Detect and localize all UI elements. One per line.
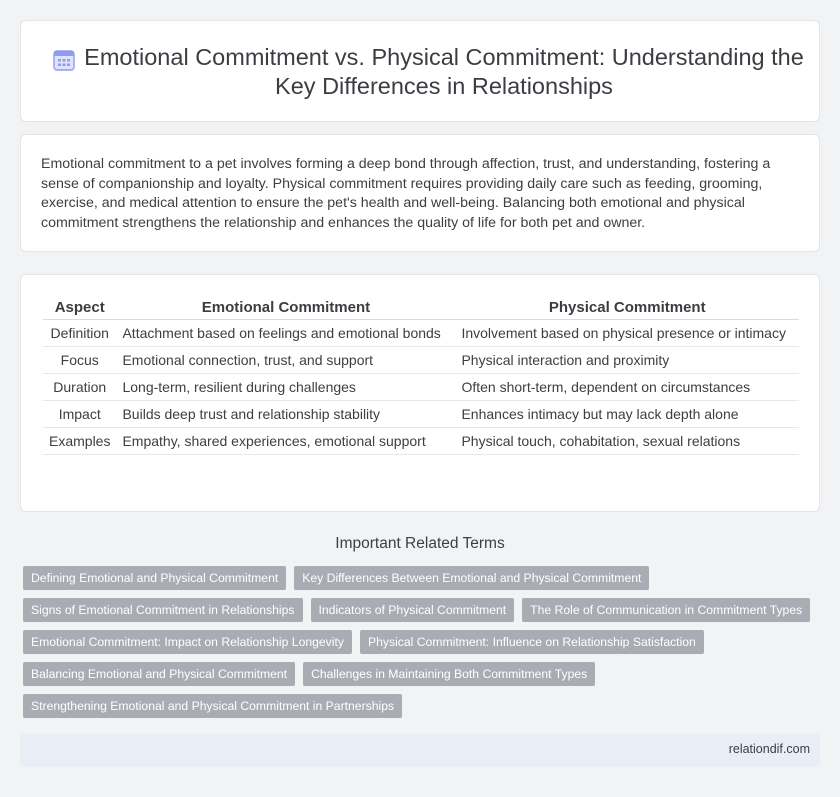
footer — [20, 734, 820, 767]
related-term-tag[interactable]: Defining Emotional and Physical Commitment — [23, 566, 286, 590]
table-row — [43, 320, 799, 347]
related-term-tag[interactable]: Balancing Emotional and Physical Commitment — [23, 662, 295, 686]
table-row — [43, 401, 799, 428]
physical-cell: Physical touch, cohabitation, sexual relations — [455, 428, 799, 455]
intro-card — [20, 134, 820, 252]
page-title: Emotional Commitment vs. Physical Commitment: Understanding the Key Differences in Relationships — [84, 44, 804, 99]
related-term-tag[interactable]: Physical Commitment: Influence on Relationship Satisfaction — [360, 630, 704, 654]
related-term-tag[interactable]: Strengthening Emotional and Physical Commitment in Partnerships — [23, 694, 402, 718]
intro-paragraph: Emotional commitment to a pet involves forming a deep bond through affection, trust, and understanding, fostering a sense of companionship and loyalty. Physical commitment requires providing daily care such as feeding, grooming, exercise, and medical attention to ensure the pet's health and well-being. Balancing both emotional and physical commitment strengthens the relationship and enhances the quality of life for both pet and owner. — [41, 156, 771, 231]
header-card — [20, 20, 820, 122]
aspect-cell: Examples — [43, 428, 116, 455]
aspect-cell: Impact — [43, 401, 116, 428]
emotional-cell: Builds deep trust and relationship stability — [116, 401, 455, 428]
physical-cell: Involvement based on physical presence or intimacy — [455, 320, 799, 347]
table-row — [43, 428, 799, 455]
aspect-cell: Definition — [43, 320, 116, 347]
related-term-tag[interactable]: The Role of Communication in Commitment Types — [522, 598, 810, 622]
table-row — [43, 347, 799, 374]
physical-cell: Physical interaction and proximity — [455, 347, 799, 374]
related-terms-title: Important Related Terms — [335, 535, 505, 552]
related-term-tag[interactable]: Key Differences Between Emotional and Physical Commitment — [294, 566, 649, 590]
aspect-cell: Focus — [43, 347, 116, 374]
emotional-cell: Attachment based on feelings and emotional bonds — [116, 320, 455, 347]
emotional-cell: Long-term, resilient during challenges — [116, 374, 455, 401]
related-term-tag[interactable]: Challenges in Maintaining Both Commitment Types — [303, 662, 595, 686]
emotional-cell: Emotional connection, trust, and support — [116, 347, 455, 374]
header-aspect: Aspect — [43, 297, 116, 320]
table-header-row — [43, 297, 799, 320]
related-term-tag[interactable]: Signs of Emotional Commitment in Relationships — [23, 598, 303, 622]
site-link[interactable]: relationdif.com — [728, 742, 810, 756]
header-emotional: Emotional Commitment — [116, 297, 455, 320]
related-terms-list — [23, 566, 823, 718]
related-term-tag[interactable]: Emotional Commitment: Impact on Relationship Longevity — [23, 630, 352, 654]
aspect-cell: Duration — [43, 374, 116, 401]
calendar-icon — [51, 47, 77, 73]
header-physical: Physical Commitment — [455, 297, 799, 320]
related-term-tag[interactable]: Indicators of Physical Commitment — [311, 598, 515, 622]
physical-cell: Enhances intimacy but may lack depth alone — [455, 401, 799, 428]
physical-cell: Often short-term, dependent on circumstances — [455, 374, 799, 401]
comparison-table — [43, 297, 799, 455]
emotional-cell: Empathy, shared experiences, emotional support — [116, 428, 455, 455]
comparison-table-card — [20, 274, 820, 512]
table-row — [43, 374, 799, 401]
